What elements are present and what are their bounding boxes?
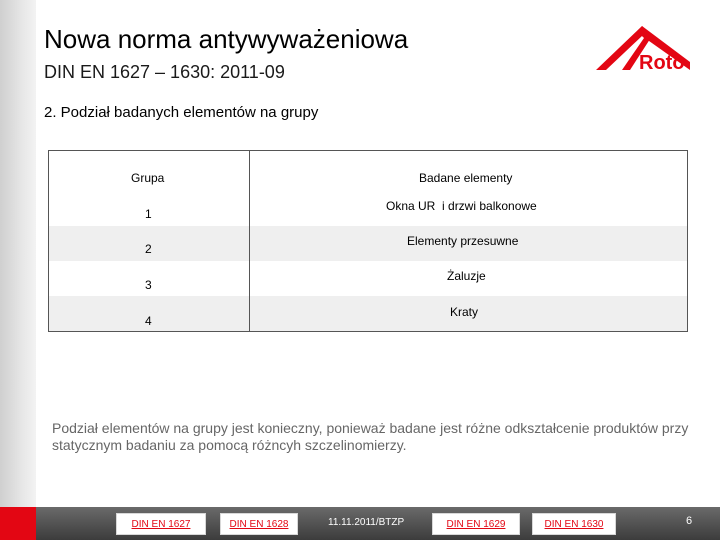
explanation-note: Podział elementów na grupy jest konieczny, ponieważ badane jest różne odkształcenie produktów przy statycznym badaniu za pomocą różncyh szczelinomierzy. [52, 420, 689, 453]
header-elements-label: Badane elementy [419, 171, 513, 185]
footer-date: 11.11.2011/BTZP [328, 517, 405, 528]
logo-text: Roto [639, 52, 685, 74]
element-cell [250, 226, 687, 261]
header-cell-elements [250, 151, 687, 191]
red-corner-block [0, 507, 36, 540]
element-cell [250, 191, 687, 226]
group-cell [49, 226, 249, 261]
group-cell [49, 261, 249, 296]
link-din-en-1630[interactable]: DIN EN 1630 [532, 513, 616, 535]
table-row [49, 296, 687, 331]
slide-subtitle: DIN EN 1627 – 1630: 2011-09 [44, 62, 285, 82]
slide-title: Nowa norma antywyważeniowa [44, 24, 409, 54]
group-cell [49, 296, 249, 331]
group-number: 2 [145, 242, 152, 256]
header-group-label: Grupa [131, 171, 165, 185]
table-row [49, 226, 687, 261]
group-number: 1 [145, 207, 152, 221]
element-cell [250, 296, 687, 331]
link-din-en-1628[interactable]: DIN EN 1628 [220, 513, 298, 535]
column-divider [249, 151, 250, 331]
left-decor-strip [0, 0, 36, 540]
table-row [49, 191, 687, 226]
header-cell-group [49, 151, 249, 191]
groups-table [48, 150, 688, 332]
element-label: Okna UR i drzwi balkonowe [386, 199, 537, 213]
group-number: 4 [145, 314, 152, 328]
element-cell [250, 261, 687, 296]
element-label: Elementy przesuwne [407, 234, 519, 248]
section-heading: 2. Podział badanych elementów na grupy [44, 104, 319, 121]
page-number: 6 [686, 515, 693, 527]
group-cell [49, 191, 249, 226]
group-number: 3 [145, 278, 152, 292]
table-header-row [49, 151, 687, 191]
link-din-en-1629[interactable]: DIN EN 1629 [432, 513, 520, 535]
link-din-en-1627[interactable]: DIN EN 1627 [116, 513, 206, 535]
element-label: Kraty [450, 305, 479, 319]
element-label: Żaluzje [447, 269, 486, 283]
table-row [49, 261, 687, 296]
